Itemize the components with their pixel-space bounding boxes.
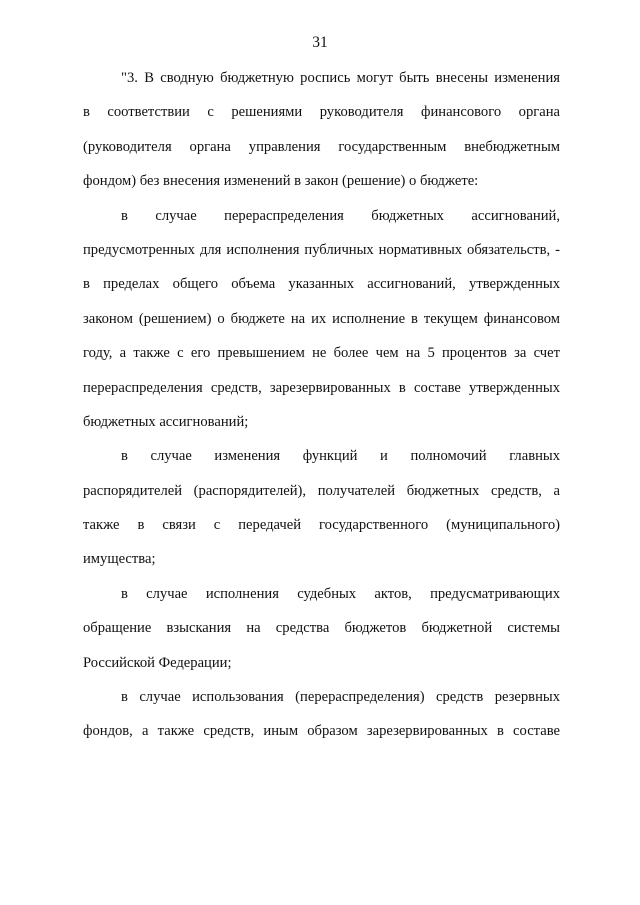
text-line: Российской Федерации; [83,654,232,671]
text-line: в пределах общего объема указанных ассигнований, утвержденных [83,276,560,293]
paragraph-3 [83,439,560,577]
text-line: фондом) без внесения изменений в закон (решение) о бюджете: [83,173,479,190]
text-line: распорядителей (распорядителей), получателей бюджетных средств, а [83,482,560,499]
page-number: 31 [312,34,328,51]
paragraph-4 [83,577,560,680]
text-line: перераспределения средств, зарезервированных в составе утвержденных [83,379,560,396]
paragraph-5 [83,680,560,749]
text-line: году, а также с его превышением не более чем на 5 процентов за счет [83,345,560,362]
text-line: предусмотренных для исполнения публичных нормативных обязательств, - [83,241,560,258]
text-line: в случае перераспределения бюджетных ассигнований, [121,207,560,224]
paragraph-1 [83,61,560,199]
text-line: в случае использования (перераспределения) средств резервных [121,689,560,706]
text-line: "3. В сводную бюджетную роспись могут быть внесены изменения [121,70,560,86]
text-line: обращение взыскания на средства бюджетов бюджетной системы [83,620,560,637]
text-line: в случае исполнения судебных актов, предусматривающих [121,585,560,602]
text-line: также в связи с передачей государственного (муниципального) [83,517,560,534]
text-line: фондов, а также средств, иным образом зарезервированных в составе [83,723,560,740]
paragraph-2 [83,199,560,440]
text-line: имущества; [83,551,156,568]
document-body [83,61,560,749]
text-line: в соответствии с решениями руководителя финансового органа [83,104,560,121]
text-line: бюджетных ассигнований; [83,413,249,430]
text-line: в случае изменения функций и полномочий главных [121,448,560,465]
text-line: (руководителя органа управления государственным внебюджетным [83,138,560,155]
text-line: законом (решением) о бюджете на их исполнение в текущем финансовом [83,310,560,327]
